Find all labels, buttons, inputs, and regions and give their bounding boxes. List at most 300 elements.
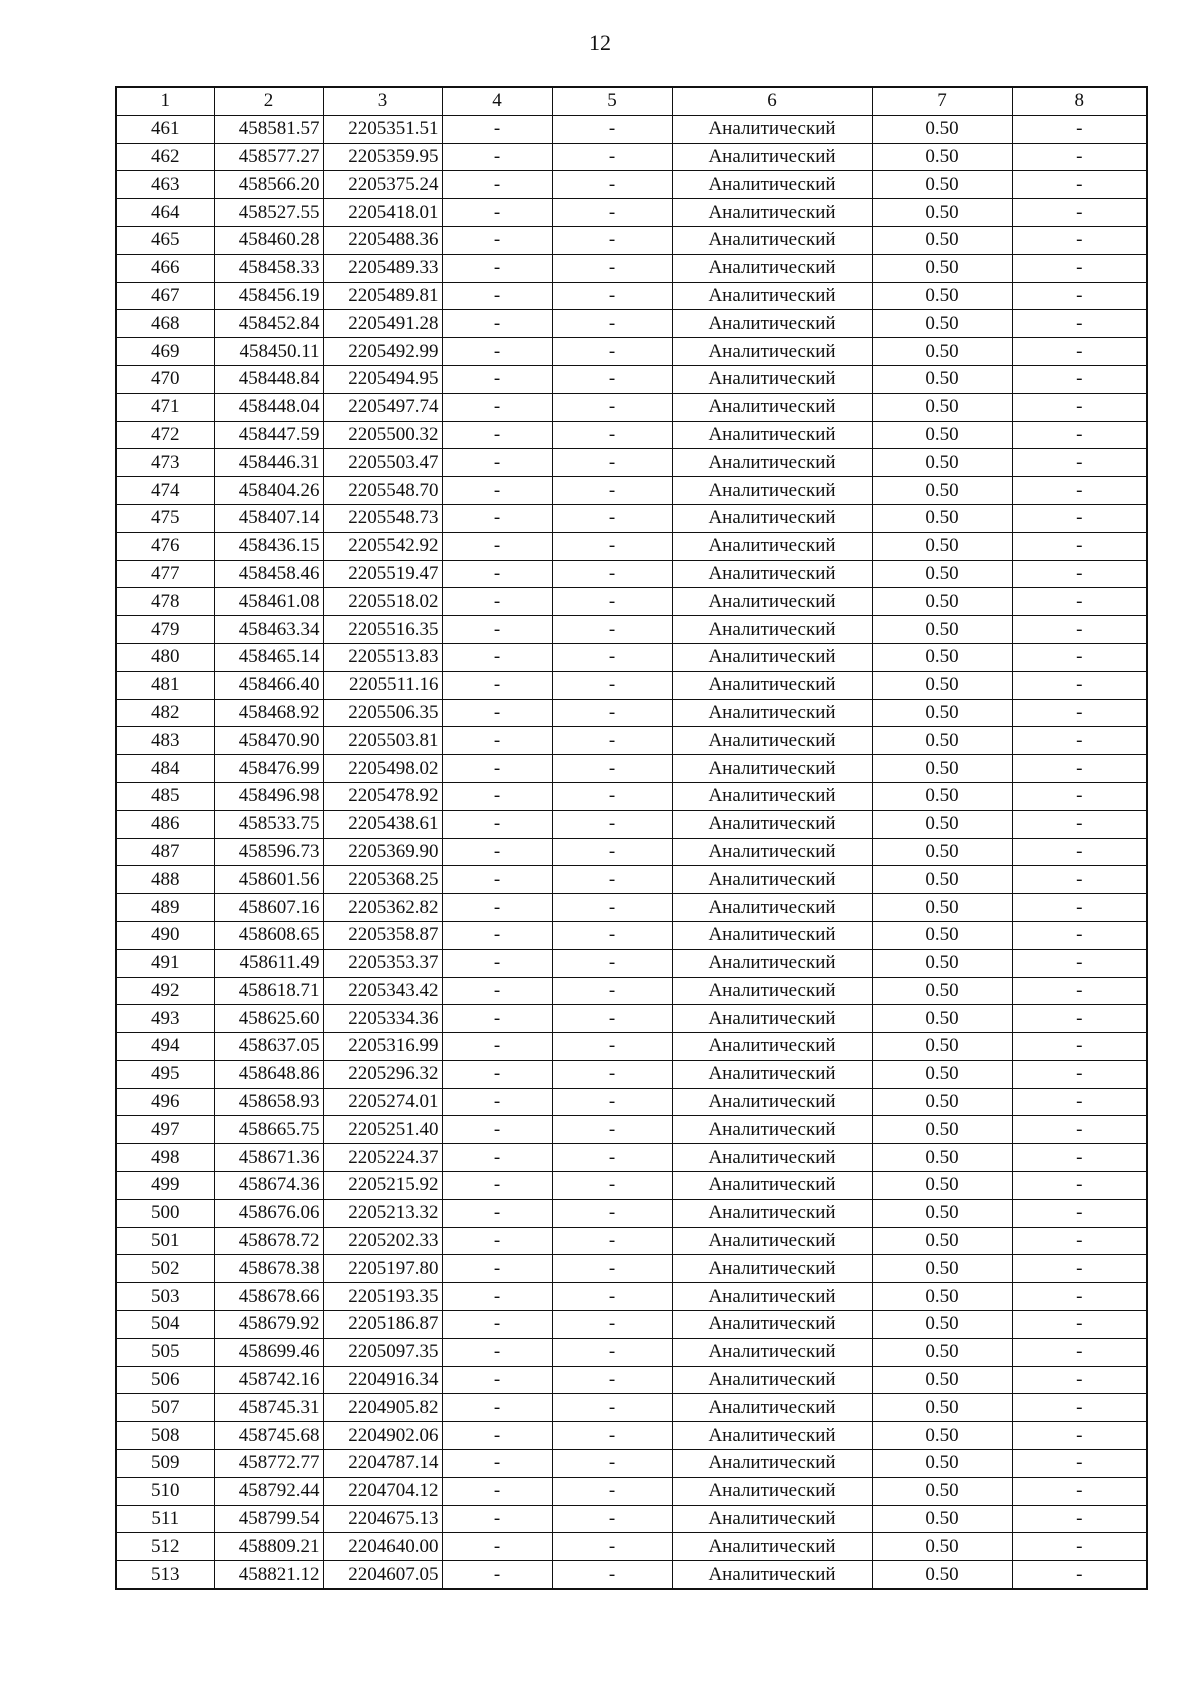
table-row (116, 171, 1147, 199)
col4-cell: - (442, 1144, 552, 1172)
y-coordinate-cell: 2205497.74 (323, 393, 442, 421)
col4-cell: - (442, 1033, 552, 1061)
col5-cell: - (552, 310, 672, 338)
method-cell: Аналитический (672, 1533, 872, 1561)
table-row (116, 894, 1147, 922)
col8-cell: - (1012, 1366, 1147, 1394)
col5-cell: - (552, 1422, 672, 1450)
method-cell: Аналитический (672, 1144, 872, 1172)
table-row (116, 1338, 1147, 1366)
method-cell: Аналитический (672, 393, 872, 421)
accuracy-cell: 0.50 (872, 1505, 1012, 1533)
method-cell: Аналитический (672, 616, 872, 644)
accuracy-cell: 0.50 (872, 810, 1012, 838)
method-cell: Аналитический (672, 977, 872, 1005)
accuracy-cell: 0.50 (872, 171, 1012, 199)
y-coordinate-cell: 2205197.80 (323, 1255, 442, 1283)
method-cell: Аналитический (672, 477, 872, 505)
table-row (116, 1450, 1147, 1478)
table-row (116, 449, 1147, 477)
col8-cell: - (1012, 254, 1147, 282)
point-number-cell: 503 (116, 1283, 214, 1311)
col5-cell: - (552, 1199, 672, 1227)
col5-cell: - (552, 1394, 672, 1422)
method-cell: Аналитический (672, 1505, 872, 1533)
method-cell: Аналитический (672, 838, 872, 866)
y-coordinate-cell: 2205215.92 (323, 1172, 442, 1200)
col5-cell: - (552, 282, 672, 310)
method-cell: Аналитический (672, 1060, 872, 1088)
accuracy-cell: 0.50 (872, 504, 1012, 532)
y-coordinate-cell: 2205492.99 (323, 338, 442, 366)
x-coordinate-cell: 458448.84 (214, 365, 323, 393)
point-number-cell: 472 (116, 421, 214, 449)
x-coordinate-cell: 458745.31 (214, 1394, 323, 1422)
y-coordinate-cell: 2205513.83 (323, 643, 442, 671)
method-cell: Аналитический (672, 1199, 872, 1227)
y-coordinate-cell: 2204905.82 (323, 1394, 442, 1422)
table-row (116, 699, 1147, 727)
col8-cell: - (1012, 365, 1147, 393)
table-row (116, 310, 1147, 338)
col4-cell: - (442, 143, 552, 171)
method-cell: Аналитический (672, 226, 872, 254)
point-number-cell: 496 (116, 1088, 214, 1116)
point-number-cell: 461 (116, 115, 214, 143)
method-cell: Аналитический (672, 1033, 872, 1061)
point-number-cell: 512 (116, 1533, 214, 1561)
col5-cell: - (552, 1477, 672, 1505)
table-row (116, 532, 1147, 560)
y-coordinate-cell: 2205498.02 (323, 755, 442, 783)
y-coordinate-cell: 2204607.05 (323, 1561, 442, 1589)
method-cell: Аналитический (672, 671, 872, 699)
point-number-cell: 500 (116, 1199, 214, 1227)
column-header: 6 (672, 87, 872, 115)
col5-cell: - (552, 199, 672, 227)
y-coordinate-cell: 2205500.32 (323, 421, 442, 449)
column-header: 7 (872, 87, 1012, 115)
col8-cell: - (1012, 1172, 1147, 1200)
col5-cell: - (552, 616, 672, 644)
table-row (116, 921, 1147, 949)
accuracy-cell: 0.50 (872, 949, 1012, 977)
table-row (116, 1199, 1147, 1227)
col5-cell: - (552, 671, 672, 699)
col5-cell: - (552, 782, 672, 810)
col4-cell: - (442, 282, 552, 310)
col8-cell: - (1012, 838, 1147, 866)
x-coordinate-cell: 458448.04 (214, 393, 323, 421)
col8-cell: - (1012, 1116, 1147, 1144)
x-coordinate-cell: 458792.44 (214, 1477, 323, 1505)
y-coordinate-cell: 2205518.02 (323, 588, 442, 616)
col8-cell: - (1012, 560, 1147, 588)
col8-cell: - (1012, 1477, 1147, 1505)
table-row (116, 115, 1147, 143)
x-coordinate-cell: 458625.60 (214, 1005, 323, 1033)
y-coordinate-cell: 2205506.35 (323, 699, 442, 727)
table-row (116, 365, 1147, 393)
point-number-cell: 485 (116, 782, 214, 810)
y-coordinate-cell: 2205193.35 (323, 1283, 442, 1311)
x-coordinate-cell: 458596.73 (214, 838, 323, 866)
accuracy-cell: 0.50 (872, 282, 1012, 310)
x-coordinate-cell: 458699.46 (214, 1338, 323, 1366)
accuracy-cell: 0.50 (872, 1033, 1012, 1061)
method-cell: Аналитический (672, 1338, 872, 1366)
col4-cell: - (442, 643, 552, 671)
x-coordinate-cell: 458461.08 (214, 588, 323, 616)
table-row (116, 588, 1147, 616)
page-number: 12 (589, 30, 611, 55)
method-cell: Аналитический (672, 1561, 872, 1589)
x-coordinate-cell: 458466.40 (214, 671, 323, 699)
table-row (116, 1477, 1147, 1505)
col5-cell: - (552, 727, 672, 755)
point-number-cell: 494 (116, 1033, 214, 1061)
col5-cell: - (552, 977, 672, 1005)
x-coordinate-cell: 458450.11 (214, 338, 323, 366)
x-coordinate-cell: 458458.33 (214, 254, 323, 282)
col8-cell: - (1012, 643, 1147, 671)
method-cell: Аналитический (672, 310, 872, 338)
col5-cell: - (552, 866, 672, 894)
point-number-cell: 506 (116, 1366, 214, 1394)
accuracy-cell: 0.50 (872, 921, 1012, 949)
y-coordinate-cell: 2205503.47 (323, 449, 442, 477)
col8-cell: - (1012, 1005, 1147, 1033)
col4-cell: - (442, 1338, 552, 1366)
table-row (116, 671, 1147, 699)
table-row (116, 755, 1147, 783)
col5-cell: - (552, 1060, 672, 1088)
point-number-cell: 509 (116, 1450, 214, 1478)
x-coordinate-cell: 458527.55 (214, 199, 323, 227)
y-coordinate-cell: 2205488.36 (323, 226, 442, 254)
col4-cell: - (442, 1477, 552, 1505)
col4-cell: - (442, 866, 552, 894)
method-cell: Аналитический (672, 532, 872, 560)
method-cell: Аналитический (672, 1116, 872, 1144)
y-coordinate-cell: 2205489.33 (323, 254, 442, 282)
accuracy-cell: 0.50 (872, 1283, 1012, 1311)
x-coordinate-cell: 458468.92 (214, 699, 323, 727)
table-row (116, 949, 1147, 977)
col5-cell: - (552, 477, 672, 505)
y-coordinate-cell: 2205353.37 (323, 949, 442, 977)
point-number-cell: 479 (116, 616, 214, 644)
table-row (116, 421, 1147, 449)
col8-cell: - (1012, 171, 1147, 199)
y-coordinate-cell: 2205351.51 (323, 115, 442, 143)
method-cell: Аналитический (672, 727, 872, 755)
table-row (116, 254, 1147, 282)
col4-cell: - (442, 1116, 552, 1144)
col8-cell: - (1012, 1199, 1147, 1227)
col5-cell: - (552, 588, 672, 616)
col4-cell: - (442, 365, 552, 393)
point-number-cell: 463 (116, 171, 214, 199)
x-coordinate-cell: 458821.12 (214, 1561, 323, 1589)
point-number-cell: 475 (116, 504, 214, 532)
table-row (116, 199, 1147, 227)
col4-cell: - (442, 755, 552, 783)
table-row (116, 977, 1147, 1005)
method-cell: Аналитический (672, 1172, 872, 1200)
table-row (116, 866, 1147, 894)
point-number-cell: 493 (116, 1005, 214, 1033)
col8-cell: - (1012, 1533, 1147, 1561)
col4-cell: - (442, 1172, 552, 1200)
x-coordinate-cell: 458665.75 (214, 1116, 323, 1144)
y-coordinate-cell: 2205224.37 (323, 1144, 442, 1172)
accuracy-cell: 0.50 (872, 1005, 1012, 1033)
col5-cell: - (552, 226, 672, 254)
col5-cell: - (552, 254, 672, 282)
method-cell: Аналитический (672, 338, 872, 366)
table-row (116, 504, 1147, 532)
point-number-cell: 490 (116, 921, 214, 949)
y-coordinate-cell: 2205296.32 (323, 1060, 442, 1088)
x-coordinate-cell: 458407.14 (214, 504, 323, 532)
accuracy-cell: 0.50 (872, 143, 1012, 171)
point-number-cell: 499 (116, 1172, 214, 1200)
y-coordinate-cell: 2205418.01 (323, 199, 442, 227)
table-row (116, 1561, 1147, 1589)
method-cell: Аналитический (672, 755, 872, 783)
point-number-cell: 467 (116, 282, 214, 310)
table-row (116, 477, 1147, 505)
col8-cell: - (1012, 588, 1147, 616)
col8-cell: - (1012, 393, 1147, 421)
table-row (116, 643, 1147, 671)
accuracy-cell: 0.50 (872, 449, 1012, 477)
col4-cell: - (442, 254, 552, 282)
col5-cell: - (552, 1338, 672, 1366)
col8-cell: - (1012, 310, 1147, 338)
point-number-cell: 476 (116, 532, 214, 560)
col8-cell: - (1012, 282, 1147, 310)
accuracy-cell: 0.50 (872, 866, 1012, 894)
accuracy-cell: 0.50 (872, 1533, 1012, 1561)
table-row (116, 393, 1147, 421)
method-cell: Аналитический (672, 1283, 872, 1311)
method-cell: Аналитический (672, 143, 872, 171)
table-row (116, 1088, 1147, 1116)
point-number-cell: 484 (116, 755, 214, 783)
method-cell: Аналитический (672, 1366, 872, 1394)
x-coordinate-cell: 458679.92 (214, 1311, 323, 1339)
col5-cell: - (552, 1283, 672, 1311)
table-row (116, 727, 1147, 755)
col5-cell: - (552, 643, 672, 671)
y-coordinate-cell: 2205274.01 (323, 1088, 442, 1116)
col5-cell: - (552, 894, 672, 922)
method-cell: Аналитический (672, 421, 872, 449)
col5-cell: - (552, 560, 672, 588)
x-coordinate-cell: 458608.65 (214, 921, 323, 949)
point-number-cell: 471 (116, 393, 214, 421)
x-coordinate-cell: 458676.06 (214, 1199, 323, 1227)
table-row (116, 1033, 1147, 1061)
y-coordinate-cell: 2205375.24 (323, 171, 442, 199)
col8-cell: - (1012, 782, 1147, 810)
x-coordinate-cell: 458452.84 (214, 310, 323, 338)
col4-cell: - (442, 1311, 552, 1339)
x-coordinate-cell: 458678.66 (214, 1283, 323, 1311)
table-row (116, 1283, 1147, 1311)
col4-cell: - (442, 1533, 552, 1561)
y-coordinate-cell: 2205489.81 (323, 282, 442, 310)
col8-cell: - (1012, 226, 1147, 254)
accuracy-cell: 0.50 (872, 671, 1012, 699)
y-coordinate-cell: 2205438.61 (323, 810, 442, 838)
point-number-cell: 510 (116, 1477, 214, 1505)
col8-cell: - (1012, 1144, 1147, 1172)
table-row (116, 616, 1147, 644)
col8-cell: - (1012, 977, 1147, 1005)
y-coordinate-cell: 2205358.87 (323, 921, 442, 949)
col4-cell: - (442, 1060, 552, 1088)
method-cell: Аналитический (672, 115, 872, 143)
y-coordinate-cell: 2204675.13 (323, 1505, 442, 1533)
x-coordinate-cell: 458463.34 (214, 616, 323, 644)
col5-cell: - (552, 532, 672, 560)
column-header: 5 (552, 87, 672, 115)
col5-cell: - (552, 171, 672, 199)
method-cell: Аналитический (672, 449, 872, 477)
point-number-cell: 492 (116, 977, 214, 1005)
col4-cell: - (442, 699, 552, 727)
x-coordinate-cell: 458671.36 (214, 1144, 323, 1172)
col5-cell: - (552, 421, 672, 449)
col8-cell: - (1012, 1450, 1147, 1478)
col4-cell: - (442, 1088, 552, 1116)
accuracy-cell: 0.50 (872, 1311, 1012, 1339)
accuracy-cell: 0.50 (872, 560, 1012, 588)
col8-cell: - (1012, 1505, 1147, 1533)
point-number-cell: 465 (116, 226, 214, 254)
accuracy-cell: 0.50 (872, 1144, 1012, 1172)
table-row (116, 560, 1147, 588)
accuracy-cell: 0.50 (872, 977, 1012, 1005)
method-cell: Аналитический (672, 866, 872, 894)
col8-cell: - (1012, 755, 1147, 783)
accuracy-cell: 0.50 (872, 782, 1012, 810)
accuracy-cell: 0.50 (872, 1116, 1012, 1144)
point-number-cell: 488 (116, 866, 214, 894)
point-number-cell: 464 (116, 199, 214, 227)
table-row (116, 143, 1147, 171)
x-coordinate-cell: 458611.49 (214, 949, 323, 977)
method-cell: Аналитический (672, 1311, 872, 1339)
col4-cell: - (442, 449, 552, 477)
table-row (116, 1394, 1147, 1422)
accuracy-cell: 0.50 (872, 226, 1012, 254)
y-coordinate-cell: 2204704.12 (323, 1477, 442, 1505)
col4-cell: - (442, 838, 552, 866)
x-coordinate-cell: 458809.21 (214, 1533, 323, 1561)
x-coordinate-cell: 458678.38 (214, 1255, 323, 1283)
method-cell: Аналитический (672, 588, 872, 616)
x-coordinate-cell: 458476.99 (214, 755, 323, 783)
col4-cell: - (442, 921, 552, 949)
col5-cell: - (552, 338, 672, 366)
col4-cell: - (442, 616, 552, 644)
method-cell: Аналитический (672, 810, 872, 838)
table-row (116, 1227, 1147, 1255)
col4-cell: - (442, 810, 552, 838)
col5-cell: - (552, 1366, 672, 1394)
y-coordinate-cell: 2205478.92 (323, 782, 442, 810)
col5-cell: - (552, 1227, 672, 1255)
y-coordinate-cell: 2205511.16 (323, 671, 442, 699)
col4-cell: - (442, 477, 552, 505)
method-cell: Аналитический (672, 921, 872, 949)
col4-cell: - (442, 1199, 552, 1227)
method-cell: Аналитический (672, 365, 872, 393)
col4-cell: - (442, 782, 552, 810)
point-number-cell: 505 (116, 1338, 214, 1366)
y-coordinate-cell: 2205516.35 (323, 616, 442, 644)
col5-cell: - (552, 1172, 672, 1200)
table-row (116, 1533, 1147, 1561)
point-number-cell: 470 (116, 365, 214, 393)
method-cell: Аналитический (672, 782, 872, 810)
col8-cell: - (1012, 449, 1147, 477)
col4-cell: - (442, 532, 552, 560)
y-coordinate-cell: 2205503.81 (323, 727, 442, 755)
col5-cell: - (552, 1033, 672, 1061)
y-coordinate-cell: 2205548.73 (323, 504, 442, 532)
point-number-cell: 504 (116, 1311, 214, 1339)
method-cell: Аналитический (672, 504, 872, 532)
method-cell: Аналитический (672, 643, 872, 671)
table-body (116, 115, 1147, 1589)
accuracy-cell: 0.50 (872, 393, 1012, 421)
col4-cell: - (442, 226, 552, 254)
accuracy-cell: 0.50 (872, 115, 1012, 143)
accuracy-cell: 0.50 (872, 643, 1012, 671)
accuracy-cell: 0.50 (872, 254, 1012, 282)
method-cell: Аналитический (672, 282, 872, 310)
col8-cell: - (1012, 421, 1147, 449)
col4-cell: - (442, 1366, 552, 1394)
col5-cell: - (552, 115, 672, 143)
col8-cell: - (1012, 1422, 1147, 1450)
col4-cell: - (442, 894, 552, 922)
col5-cell: - (552, 365, 672, 393)
y-coordinate-cell: 2204787.14 (323, 1450, 442, 1478)
col5-cell: - (552, 504, 672, 532)
col5-cell: - (552, 810, 672, 838)
col8-cell: - (1012, 866, 1147, 894)
y-coordinate-cell: 2205316.99 (323, 1033, 442, 1061)
col5-cell: - (552, 1311, 672, 1339)
point-number-cell: 508 (116, 1422, 214, 1450)
point-number-cell: 507 (116, 1394, 214, 1422)
col4-cell: - (442, 949, 552, 977)
point-number-cell: 511 (116, 1505, 214, 1533)
y-coordinate-cell: 2205362.82 (323, 894, 442, 922)
accuracy-cell: 0.50 (872, 1227, 1012, 1255)
column-header: 8 (1012, 87, 1147, 115)
table-row (116, 1311, 1147, 1339)
col5-cell: - (552, 449, 672, 477)
x-coordinate-cell: 458577.27 (214, 143, 323, 171)
col5-cell: - (552, 1116, 672, 1144)
